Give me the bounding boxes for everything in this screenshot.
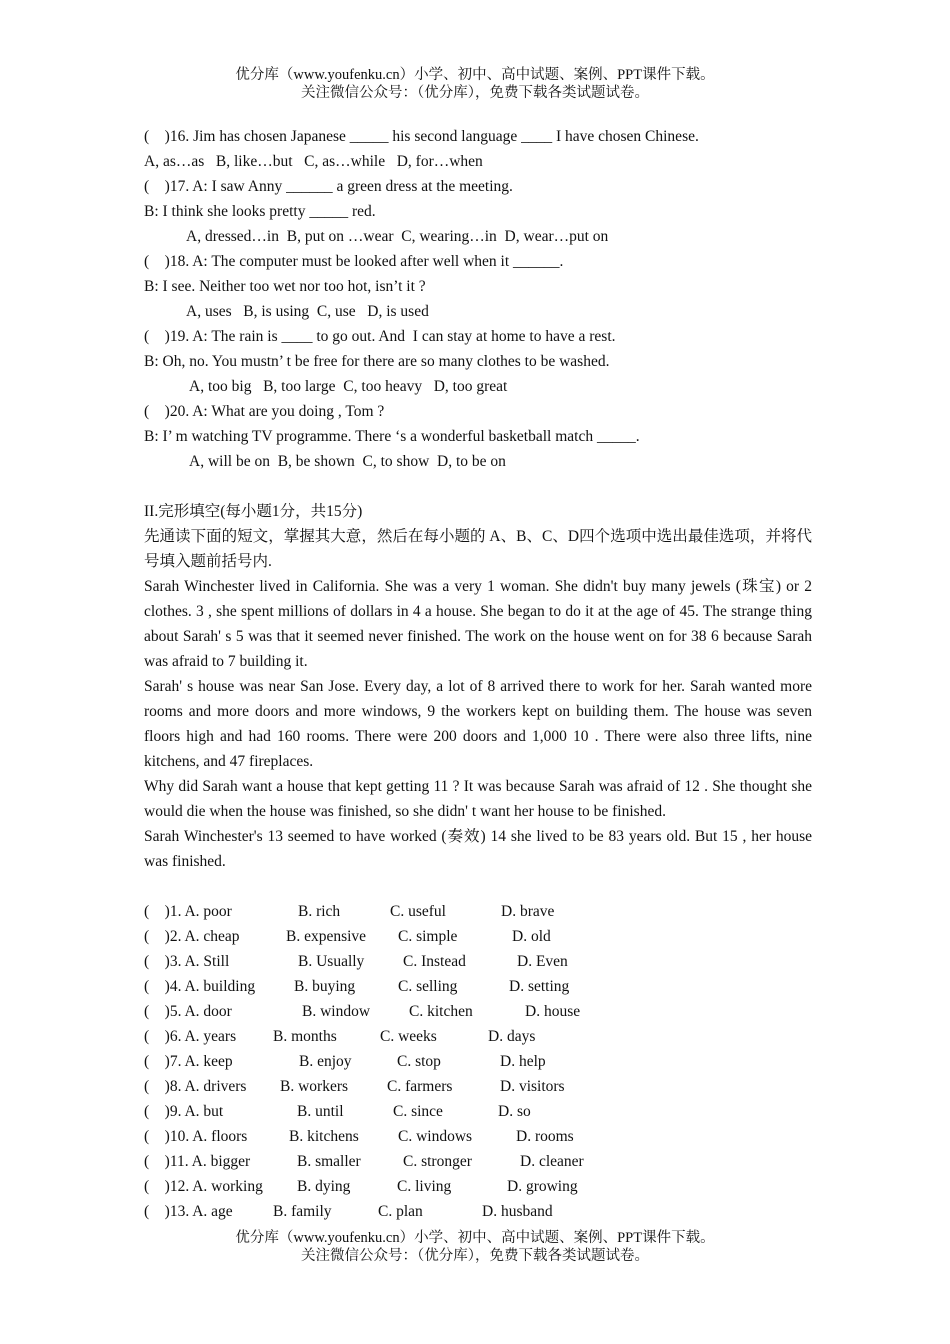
option-d: D. setting — [509, 978, 570, 995]
question-18: ( )18. A: The computer must be looked after well when it ______. — [144, 253, 564, 270]
option-d: D. Even — [517, 953, 568, 970]
cloze-question-9 — [144, 1099, 812, 1124]
question-16: ( )16. Jim has chosen Japanese _____ his second language ____ I have chosen Chinese. — [144, 128, 699, 145]
question-18-reply: B: I see. Neither too wet nor too hot, isn’t it ? — [144, 278, 426, 295]
cloze-question-11 — [144, 1149, 812, 1174]
option-c: C. kitchen — [409, 1003, 473, 1020]
option-c: C. simple — [398, 928, 458, 945]
question-number-and-option-a: ( )5. A. door — [144, 1003, 232, 1020]
cloze-question-8 — [144, 1074, 812, 1099]
part2-section — [144, 499, 812, 874]
option-b: B. months — [273, 1028, 337, 1045]
cloze-question-6 — [144, 1024, 812, 1049]
cloze-question-list — [144, 899, 812, 1224]
option-d: D. help — [500, 1053, 546, 1070]
question-number-and-option-a: ( )10. A. floors — [144, 1128, 248, 1145]
part2-instruction: 先通读下面的短文，掌握其大意，然后在每小题的 A、B、C、D四个选项中选出最佳选项，并将代号填入题前括号内. — [144, 528, 812, 570]
question-19-options: A, too big B, too large C, too heavy D, too great — [186, 378, 508, 395]
question-19-reply: B: Oh, no. You mustn’ t be free for there are so many clothes to be washed. — [144, 353, 610, 370]
option-d: D. growing — [507, 1178, 578, 1195]
option-b: B. Usually — [298, 953, 365, 970]
passage-paragraph-3: Why did Sarah want a house that kept getting 11 ? It was because Sarah was afraid of 12 . She thought she would die when the house was finished, so she didn' t want her house to be finished. — [144, 778, 812, 820]
option-c: C. farmers — [387, 1078, 453, 1095]
option-c: C. useful — [390, 903, 446, 920]
cloze-question-5 — [144, 999, 812, 1024]
question-17: ( )17. A: I saw Anny ______ a green dress at the meeting. — [144, 178, 513, 195]
part2-title: II.完形填空(每小题1分，共15分) — [144, 503, 363, 520]
cloze-question-7 — [144, 1049, 812, 1074]
footer-line-1: 优分库（www.youfenku.cn）小学、初中、高中试题、案例、PPT课件下载。 — [235, 1230, 715, 1246]
question-number-and-option-a: ( )7. A. keep — [144, 1053, 233, 1070]
question-18-options: A, uses B, is using C, use D, is used — [186, 303, 429, 320]
question-number-and-option-a: ( )9. A. but — [144, 1103, 224, 1120]
cloze-question-4 — [144, 974, 812, 999]
option-b: B. expensive — [286, 928, 367, 945]
option-c: C. Instead — [403, 953, 466, 970]
option-c: C. stop — [397, 1053, 441, 1070]
option-b: B. buying — [294, 978, 356, 995]
option-d: D. brave — [501, 903, 555, 920]
option-b: B. enjoy — [299, 1053, 352, 1070]
cloze-question-10 — [144, 1124, 812, 1149]
option-d: D. days — [488, 1028, 536, 1045]
header-line-2: 关注微信公众号：（优分库），免费下载各类试题试卷。 — [301, 85, 649, 101]
cloze-question-1 — [144, 899, 812, 924]
question-number-and-option-a: ( )3. A. Still — [144, 953, 230, 970]
option-d: D. house — [525, 1003, 581, 1020]
question-number-and-option-a: ( )1. A. poor — [144, 903, 232, 920]
question-20-reply: B: I’ m watching TV programme. There ‘s a wonderful basketball match _____. — [144, 428, 640, 445]
option-b: B. workers — [280, 1078, 349, 1095]
option-b: B. kitchens — [289, 1128, 359, 1145]
option-b: B. until — [297, 1103, 344, 1120]
question-20-options: A, will be on B, be shown C, to show D, to be on — [186, 453, 506, 470]
option-d: D. so — [498, 1103, 531, 1120]
cloze-question-2 — [144, 924, 812, 949]
question-number-and-option-a: ( )6. A. years — [144, 1028, 237, 1045]
option-c: C. stronger — [403, 1153, 472, 1170]
header-line-1: 优分库（www.youfenku.cn）小学、初中、高中试题、案例、PPT课件下载。 — [235, 67, 715, 83]
question-19: ( )19. A: The rain is ____ to go out. And I can stay at home to have a rest. — [144, 328, 616, 345]
question-17-options: A, dressed…in B, put on …wear C, wearing…in D, wear…put on — [186, 228, 609, 245]
option-d: D. husband — [482, 1203, 553, 1220]
question-20: ( )20. A: What are you doing , Tom ? — [144, 403, 385, 420]
spacer — [144, 474, 812, 499]
question-16-options: A, as…as B, like…but C, as…while D, for…when — [144, 153, 483, 170]
spacer — [144, 874, 812, 899]
option-b: B. dying — [297, 1178, 351, 1195]
option-d: D. rooms — [516, 1128, 574, 1145]
passage-paragraph-4: Sarah Winchester's 13 seemed to have worked (奏效) 14 she lived to be 83 years old. But 15 , her house was finished. — [144, 828, 812, 870]
option-c: C. windows — [398, 1128, 473, 1145]
option-c: C. living — [397, 1178, 452, 1195]
question-17-reply: B: I think she looks pretty _____ red. — [144, 203, 376, 220]
option-d: D. visitors — [500, 1078, 565, 1095]
option-b: B. smaller — [297, 1153, 361, 1170]
option-b: B. window — [302, 1003, 371, 1020]
footer-line-2: 关注微信公众号：（优分库），免费下载各类试题试卷。 — [301, 1248, 649, 1264]
question-number-and-option-a: ( )13. A. age — [144, 1203, 233, 1220]
question-number-and-option-a: ( )2. A. cheap — [144, 928, 240, 945]
worksheet-content — [144, 124, 812, 1224]
page-footer — [0, 1229, 950, 1265]
passage-paragraph-1: Sarah Winchester lived in California. She was a very 1 woman. She didn't buy many jewels (珠宝) or 2 clothes. 3 , she spent millions of dollars in 4 a house. She began to do it at the age of 45. The strange thing about Sarah' s 5 was that it seemed never finished. The work on the house went on for 38 6 because Sarah was afraid to 7 building it. — [144, 578, 812, 670]
cloze-question-3 — [144, 949, 812, 974]
question-number-and-option-a: ( )12. A. working — [144, 1178, 263, 1195]
page-header — [0, 66, 950, 102]
option-c: C. selling — [398, 978, 458, 995]
passage-paragraph-2: Sarah' s house was near San Jose. Every day, a lot of 8 arrived there to work for her. Sarah wanted more rooms and more doors and more windows, 9 the workers kept on building them. The house was seven floors high and had 160 rooms. There were 200 doors and 1,000 10 . There were also three lifts, nine kitchens, and 47 fireplaces. — [144, 678, 812, 770]
part1-section — [144, 124, 812, 474]
option-d: D. old — [512, 928, 551, 945]
question-number-and-option-a: ( )4. A. building — [144, 978, 256, 995]
cloze-question-13 — [144, 1199, 812, 1224]
option-b: B. rich — [298, 903, 341, 920]
question-number-and-option-a: ( )11. A. bigger — [144, 1153, 251, 1170]
cloze-question-12 — [144, 1174, 812, 1199]
option-c: C. plan — [378, 1203, 423, 1220]
question-number-and-option-a: ( )8. A. drivers — [144, 1078, 247, 1095]
option-c: C. since — [393, 1103, 443, 1120]
option-c: C. weeks — [380, 1028, 437, 1045]
option-d: D. cleaner — [520, 1153, 584, 1170]
option-b: B. family — [273, 1203, 332, 1220]
